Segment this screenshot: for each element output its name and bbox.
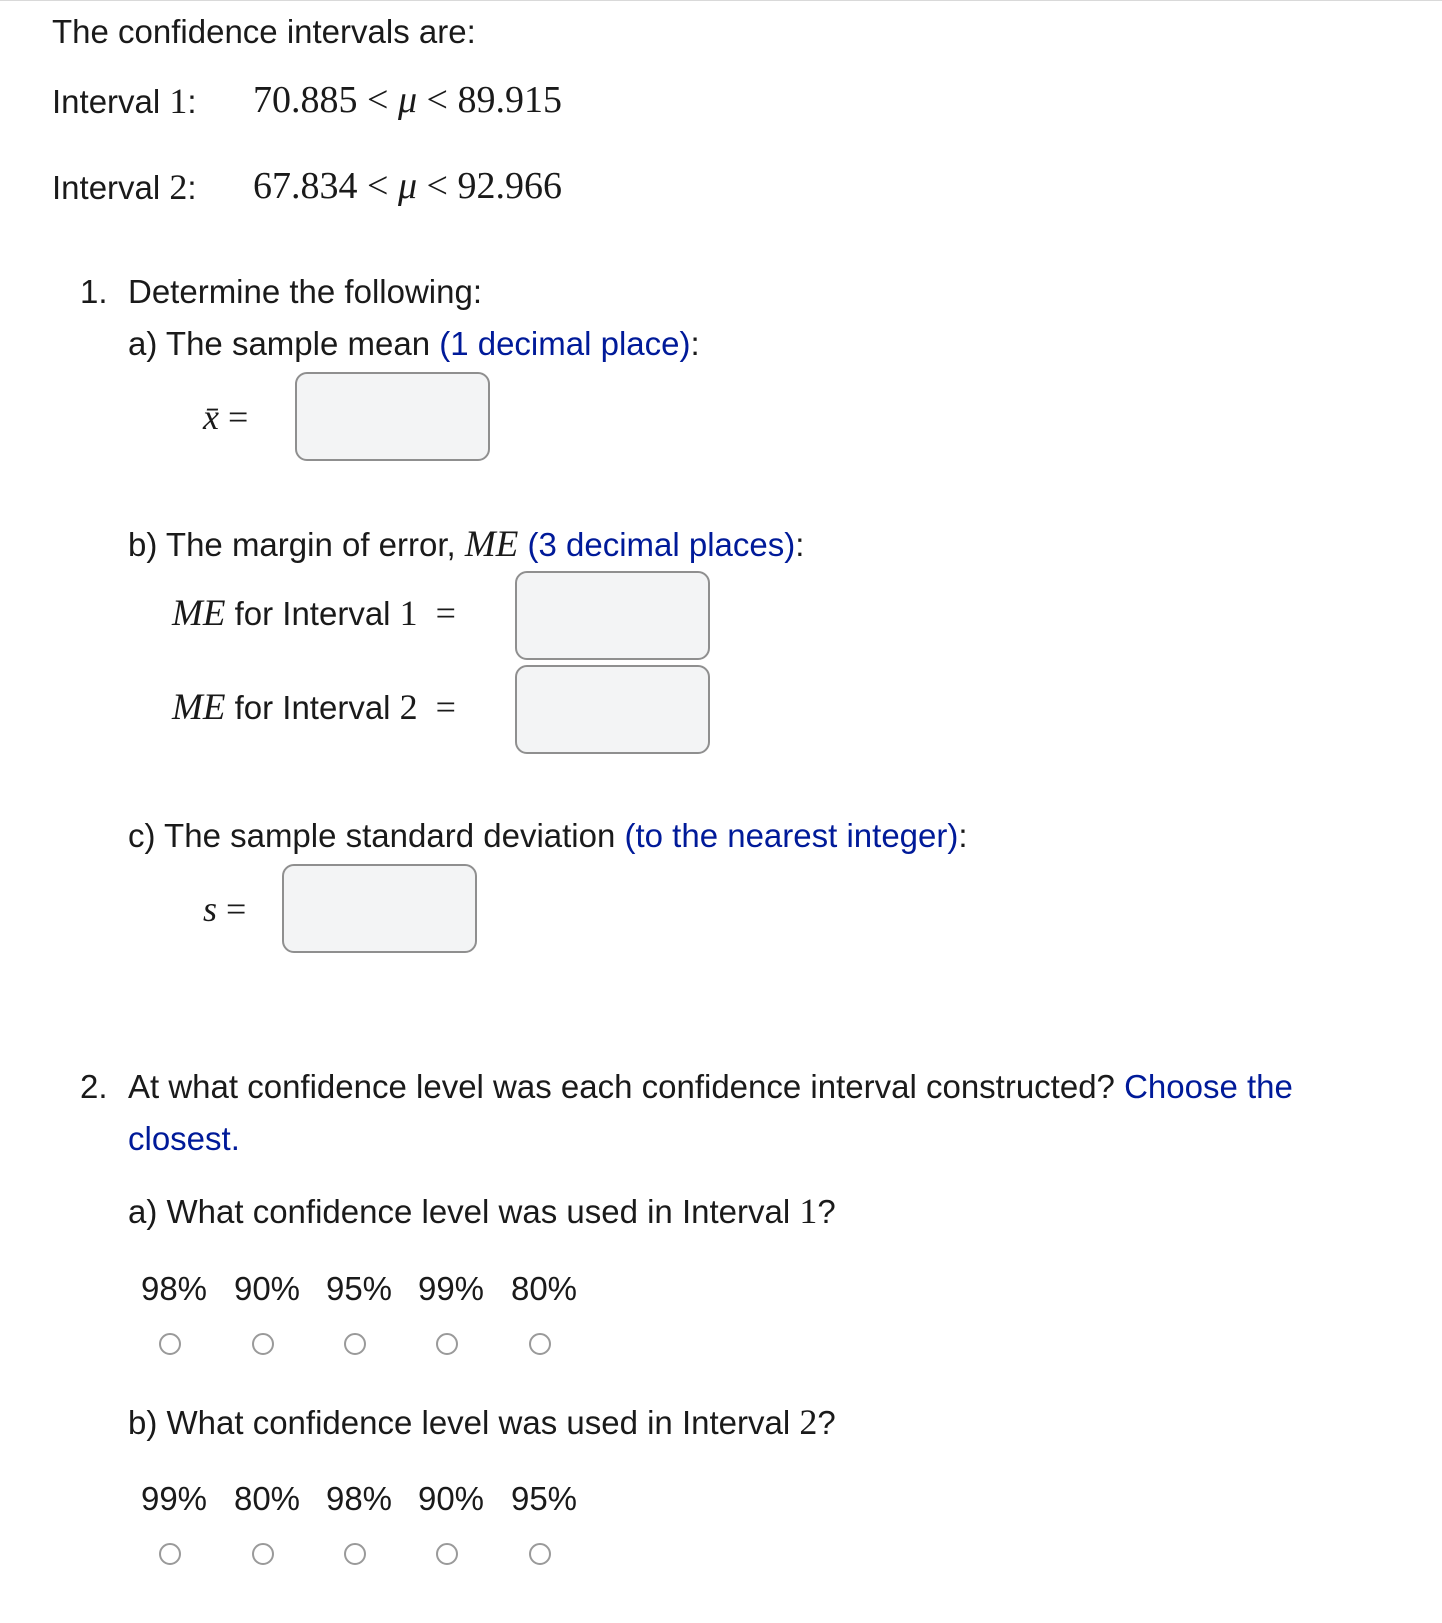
q2-hint-continued: closest. [128,1120,240,1157]
q1a-hint: (1 decimal place) [439,325,691,362]
interval-2-upper: 92.966 [457,165,562,207]
interval-2-lower: 67.834 [253,165,358,207]
q2b-option-label: 98% [325,1480,393,1517]
q2a-option-radio[interactable] [529,1333,551,1355]
q1c-prompt: c) The sample standard deviation (to the nearest integer): [128,817,968,854]
interval-number: 1 [399,593,418,633]
mu-symbol: μ [397,165,418,207]
intro-heading: The confidence intervals are: [52,13,476,50]
q2a-option-label: 98% [140,1270,208,1307]
me-interval-2-input[interactable] [515,665,710,754]
s-symbol: s [203,889,218,929]
interval-number: 2 [399,687,418,727]
q2b-option-radio[interactable] [159,1543,181,1565]
interval-number: 1 [799,1191,818,1231]
interval-2-expression: 67.834 < μ < 92.966 [253,165,562,207]
interval-1-lower: 70.885 [253,79,358,121]
interval-number: 1 [169,81,188,121]
q2b-option-label: 99% [140,1480,208,1517]
q2b-option-radio[interactable] [252,1543,274,1565]
interval-1-expression: 70.885 < μ < 89.915 [253,79,562,121]
q2a-option-label: 99% [417,1270,485,1307]
q2a-option-label: 90% [233,1270,301,1307]
q2a-option-radio[interactable] [252,1333,274,1355]
q2a-option-label: 95% [325,1270,393,1307]
q1-title: Determine the following: [128,273,483,310]
me-interval-1-label: ME for Interval 1 = [172,593,456,634]
interval-1-upper: 89.915 [457,79,562,121]
q2a-option-radio[interactable] [436,1333,458,1355]
xbar-label: x̄ = [203,397,249,437]
sample-mean-input[interactable] [295,372,490,461]
interval-1-row: Interval 1: [52,81,197,121]
me-symbol: ME [464,524,519,565]
me-symbol: ME [172,593,226,634]
q1b-prompt: b) The margin of error, ME (3 decimal places): [128,524,805,565]
top-divider [0,0,1442,1]
q1b-hint: (3 decimal places) [527,526,796,563]
q2b-option-radio[interactable] [344,1543,366,1565]
interval-number: 2 [169,167,188,207]
q2b-option-label: 95% [510,1480,578,1517]
q1-number: 1. [80,273,108,310]
std-dev-input[interactable] [282,864,477,953]
me-interval-1-input[interactable] [515,571,710,660]
q1a-prompt: a) The sample mean (1 decimal place): [128,325,700,362]
q2a-option-radio[interactable] [159,1333,181,1355]
q2b-option-radio[interactable] [529,1543,551,1565]
q2b-prompt: b) What confidence level was used in Interval 2? [128,1402,836,1442]
q2a-option-label: 80% [510,1270,578,1307]
q2b-option-label: 80% [233,1480,301,1517]
q2-hint: Choose the [1124,1068,1293,1105]
interval-label: Interval [52,169,161,206]
q2a-option-radio[interactable] [344,1333,366,1355]
q1c-hint: (to the nearest integer) [624,817,959,854]
xbar-symbol: x̄ [203,397,219,437]
mu-symbol: μ [397,79,418,121]
q2b-option-radio[interactable] [436,1543,458,1565]
me-interval-2-label: ME for Interval 2 = [172,687,456,728]
interval-label: Interval [52,83,161,120]
q2a-prompt: a) What confidence level was used in Interval 1? [128,1191,836,1231]
me-symbol: ME [172,687,226,728]
s-label: s = [203,889,247,929]
interval-number: 2 [799,1402,818,1442]
q2-number: 2. [80,1068,108,1105]
q2-title: At what confidence level was each confidence interval constructed? Choose the [128,1068,1293,1105]
interval-2-row: Interval 2: [52,167,197,207]
q2b-option-label: 90% [417,1480,485,1517]
